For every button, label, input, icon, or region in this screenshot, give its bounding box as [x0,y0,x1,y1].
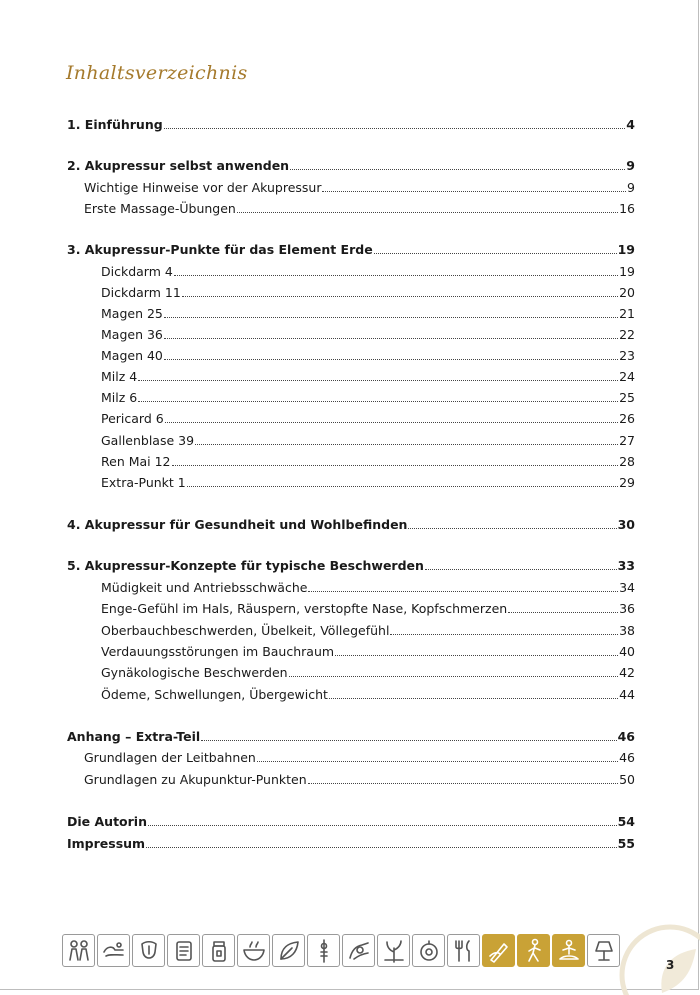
toc-entry-page: 55 [617,836,635,851]
toc-entry[interactable] [84,750,635,766]
toc-leader-dots [322,190,626,192]
toc-entry-page: 20 [619,285,635,300]
toc-entry-label: 5. Akupressur-Konzepte für typische Beschwerden [67,558,424,573]
toc-entry-page: 33 [617,558,635,573]
toc-entry[interactable] [101,433,635,449]
toc-entry-label: 4. Akupressur für Gesundheit und Wohlbefinden [67,517,408,532]
toc-entry-label: Gynäkologische Beschwerden [101,665,288,680]
herbs-icon[interactable] [377,934,410,967]
toc-leader-dots [290,168,625,170]
toc-entry-page: 19 [619,264,635,279]
toc-leader-dots [329,697,618,699]
toc-entry-page: 40 [619,644,635,659]
toc-leader-dots [289,675,619,677]
toc-entry[interactable] [101,411,635,427]
toc-entry[interactable] [84,201,635,217]
toc-entry-page: 38 [619,623,635,638]
toc-entry-page: 28 [619,454,635,469]
toc-entry[interactable] [101,665,635,681]
toc-entry-label: Impressum [67,836,146,851]
toc-entry-page: 4 [626,117,635,132]
toc-leader-dots [335,654,618,656]
toc-entry[interactable] [67,729,635,745]
toc-leader-dots [308,782,618,784]
toc-entry-page: 27 [619,433,635,448]
toc-entry-label: Milz 4 [101,369,138,384]
toc-entry[interactable] [67,158,635,174]
toc-entry[interactable] [101,390,635,406]
toc-entry-label: Magen 36 [101,327,163,342]
meditation-icon[interactable] [552,934,585,967]
toc-entry-label: Dickdarm 4 [101,264,173,279]
toc-leader-dots [425,568,617,570]
toc-entry-label: Dickdarm 11 [101,285,181,300]
moxa-icon[interactable] [412,934,445,967]
toc-leader-dots [308,590,618,592]
toc-entry-page: 24 [619,369,635,384]
toc-entry-page: 36 [619,601,635,616]
decorative-leaf-icon [600,905,700,995]
toc-leader-dots [195,443,618,445]
toc-entry[interactable] [101,475,635,491]
toc-entry-page: 42 [619,665,635,680]
toc-entry[interactable] [84,772,635,788]
two-people-icon[interactable] [62,934,95,967]
toc-entry-page: 21 [619,306,635,321]
toc-entry-label: Magen 40 [101,348,163,363]
toc-leader-dots [174,274,618,276]
toc-entry-page: 9 [626,158,635,173]
toc-entry[interactable] [101,348,635,364]
toc-leader-dots [164,316,618,318]
toc-entry-label: Ren Mai 12 [101,454,171,469]
toc-entry[interactable] [67,242,635,258]
toc-leader-dots [165,421,618,423]
toc-entry-label: Pericard 6 [101,411,164,426]
toc-entry-page: 50 [619,772,635,787]
toc-entry[interactable] [67,117,635,133]
toc-entry[interactable] [101,580,635,596]
toc-leader-dots [237,211,618,213]
toc-entry-page: 46 [619,750,635,765]
chapter-icon-bar [62,934,620,970]
toc-entry-label: Die Autorin [67,814,147,829]
toc-entry-label: Anhang – Extra-Teil [67,729,201,744]
toc-leader-dots [508,611,618,613]
toc-entry[interactable] [101,327,635,343]
toc-entry-page: 16 [619,201,635,216]
toc-entry-label: Grundlagen zu Akupunktur-Punkten [84,772,307,787]
toc-entry-label: Magen 25 [101,306,163,321]
toc-leader-dots [374,252,617,254]
toc-entry-label: Verdauungsstörungen im Bauchraum [101,644,335,659]
toc-entry-page: 46 [617,729,635,744]
toc-entry-page: 26 [619,411,635,426]
toc-entry-page: 9 [627,180,635,195]
toc-leader-dots [257,760,618,762]
toc-entry-label: 2. Akupressur selbst anwenden [67,158,290,173]
hands-icon[interactable] [97,934,130,967]
toc-entry-label: Wichtige Hinweise vor der Akupressur [84,180,322,195]
toc-entry[interactable] [67,836,635,852]
toc-entry-label: Erste Massage-Übungen [84,201,236,216]
toc-entry[interactable] [101,285,635,301]
hand-pen-icon[interactable] [482,934,515,967]
toc-entry[interactable] [101,601,635,617]
needle-icon[interactable] [307,934,340,967]
toc-leader-dots [164,127,626,129]
toc-entry-page: 44 [619,687,635,702]
toc-entry-page: 25 [619,390,635,405]
toc-entry-label: Grundlagen der Leitbahnen [84,750,256,765]
toc-leader-dots [146,846,617,848]
toc-leader-dots [390,633,618,635]
toc-entry[interactable] [101,623,635,639]
toc-entry-page: 34 [619,580,635,595]
jar-icon[interactable] [202,934,235,967]
scroll-icon[interactable] [167,934,200,967]
toc-leader-dots [138,379,618,381]
toc-entry[interactable] [101,306,635,322]
toc-entry-page: 30 [617,517,635,532]
toc-leader-dots [172,464,619,466]
walking-icon[interactable] [517,934,550,967]
toc-entry[interactable] [101,454,635,470]
toc-leader-dots [187,485,618,487]
toc-leader-dots [201,739,616,741]
leaf-icon[interactable] [272,934,305,967]
tongue-icon[interactable] [132,934,165,967]
bowl-icon[interactable] [237,934,270,967]
toc-entry[interactable] [101,264,635,280]
toc-entry[interactable] [101,644,635,660]
toc-leader-dots [408,527,616,529]
toc-entry-page: 29 [619,475,635,490]
toc-entry-label: Enge-Gefühl im Hals, Räuspern, verstopfte Nase, Kopfschmerzen [101,601,508,616]
toc-entry-label: 3. Akupressur-Punkte für das Element Erde [67,242,373,257]
toc-entry[interactable] [84,180,635,196]
toc-entry-label: Ödeme, Schwellungen, Übergewicht [101,687,328,702]
toc-leader-dots [138,400,618,402]
toc-entry[interactable] [101,369,635,385]
toc-entry[interactable] [67,558,635,574]
page-title: Inhaltsverzeichnis [66,62,248,84]
toc-entry-page: 54 [617,814,635,829]
toc-entry-label: Milz 6 [101,390,138,405]
toc-entry-label: Extra-Punkt 1 [101,475,186,490]
utensils-icon[interactable] [447,934,480,967]
toc-entry-label: Gallenblase 39 [101,433,195,448]
toc-entry[interactable] [67,814,635,830]
toc-entry-page: 19 [617,242,635,257]
toc-entry[interactable] [101,687,635,703]
toc-leader-dots [182,295,618,297]
toc-leader-dots [148,824,617,826]
toc-entry[interactable] [67,517,635,533]
toc-leader-dots [164,337,618,339]
toc-leader-dots [164,358,618,360]
toc-entry-label: Müdigkeit und Antriebsschwäche [101,580,308,595]
toc-entry-page: 23 [619,348,635,363]
hand-acupressure-icon[interactable] [342,934,375,967]
toc-entry-label: 1. Einführung [67,117,163,132]
toc-entry-label: Oberbauchbeschwerden, Übelkeit, Völlegefühl [101,623,390,638]
toc-entry-page: 22 [619,327,635,342]
page-number: 3 [666,958,675,972]
